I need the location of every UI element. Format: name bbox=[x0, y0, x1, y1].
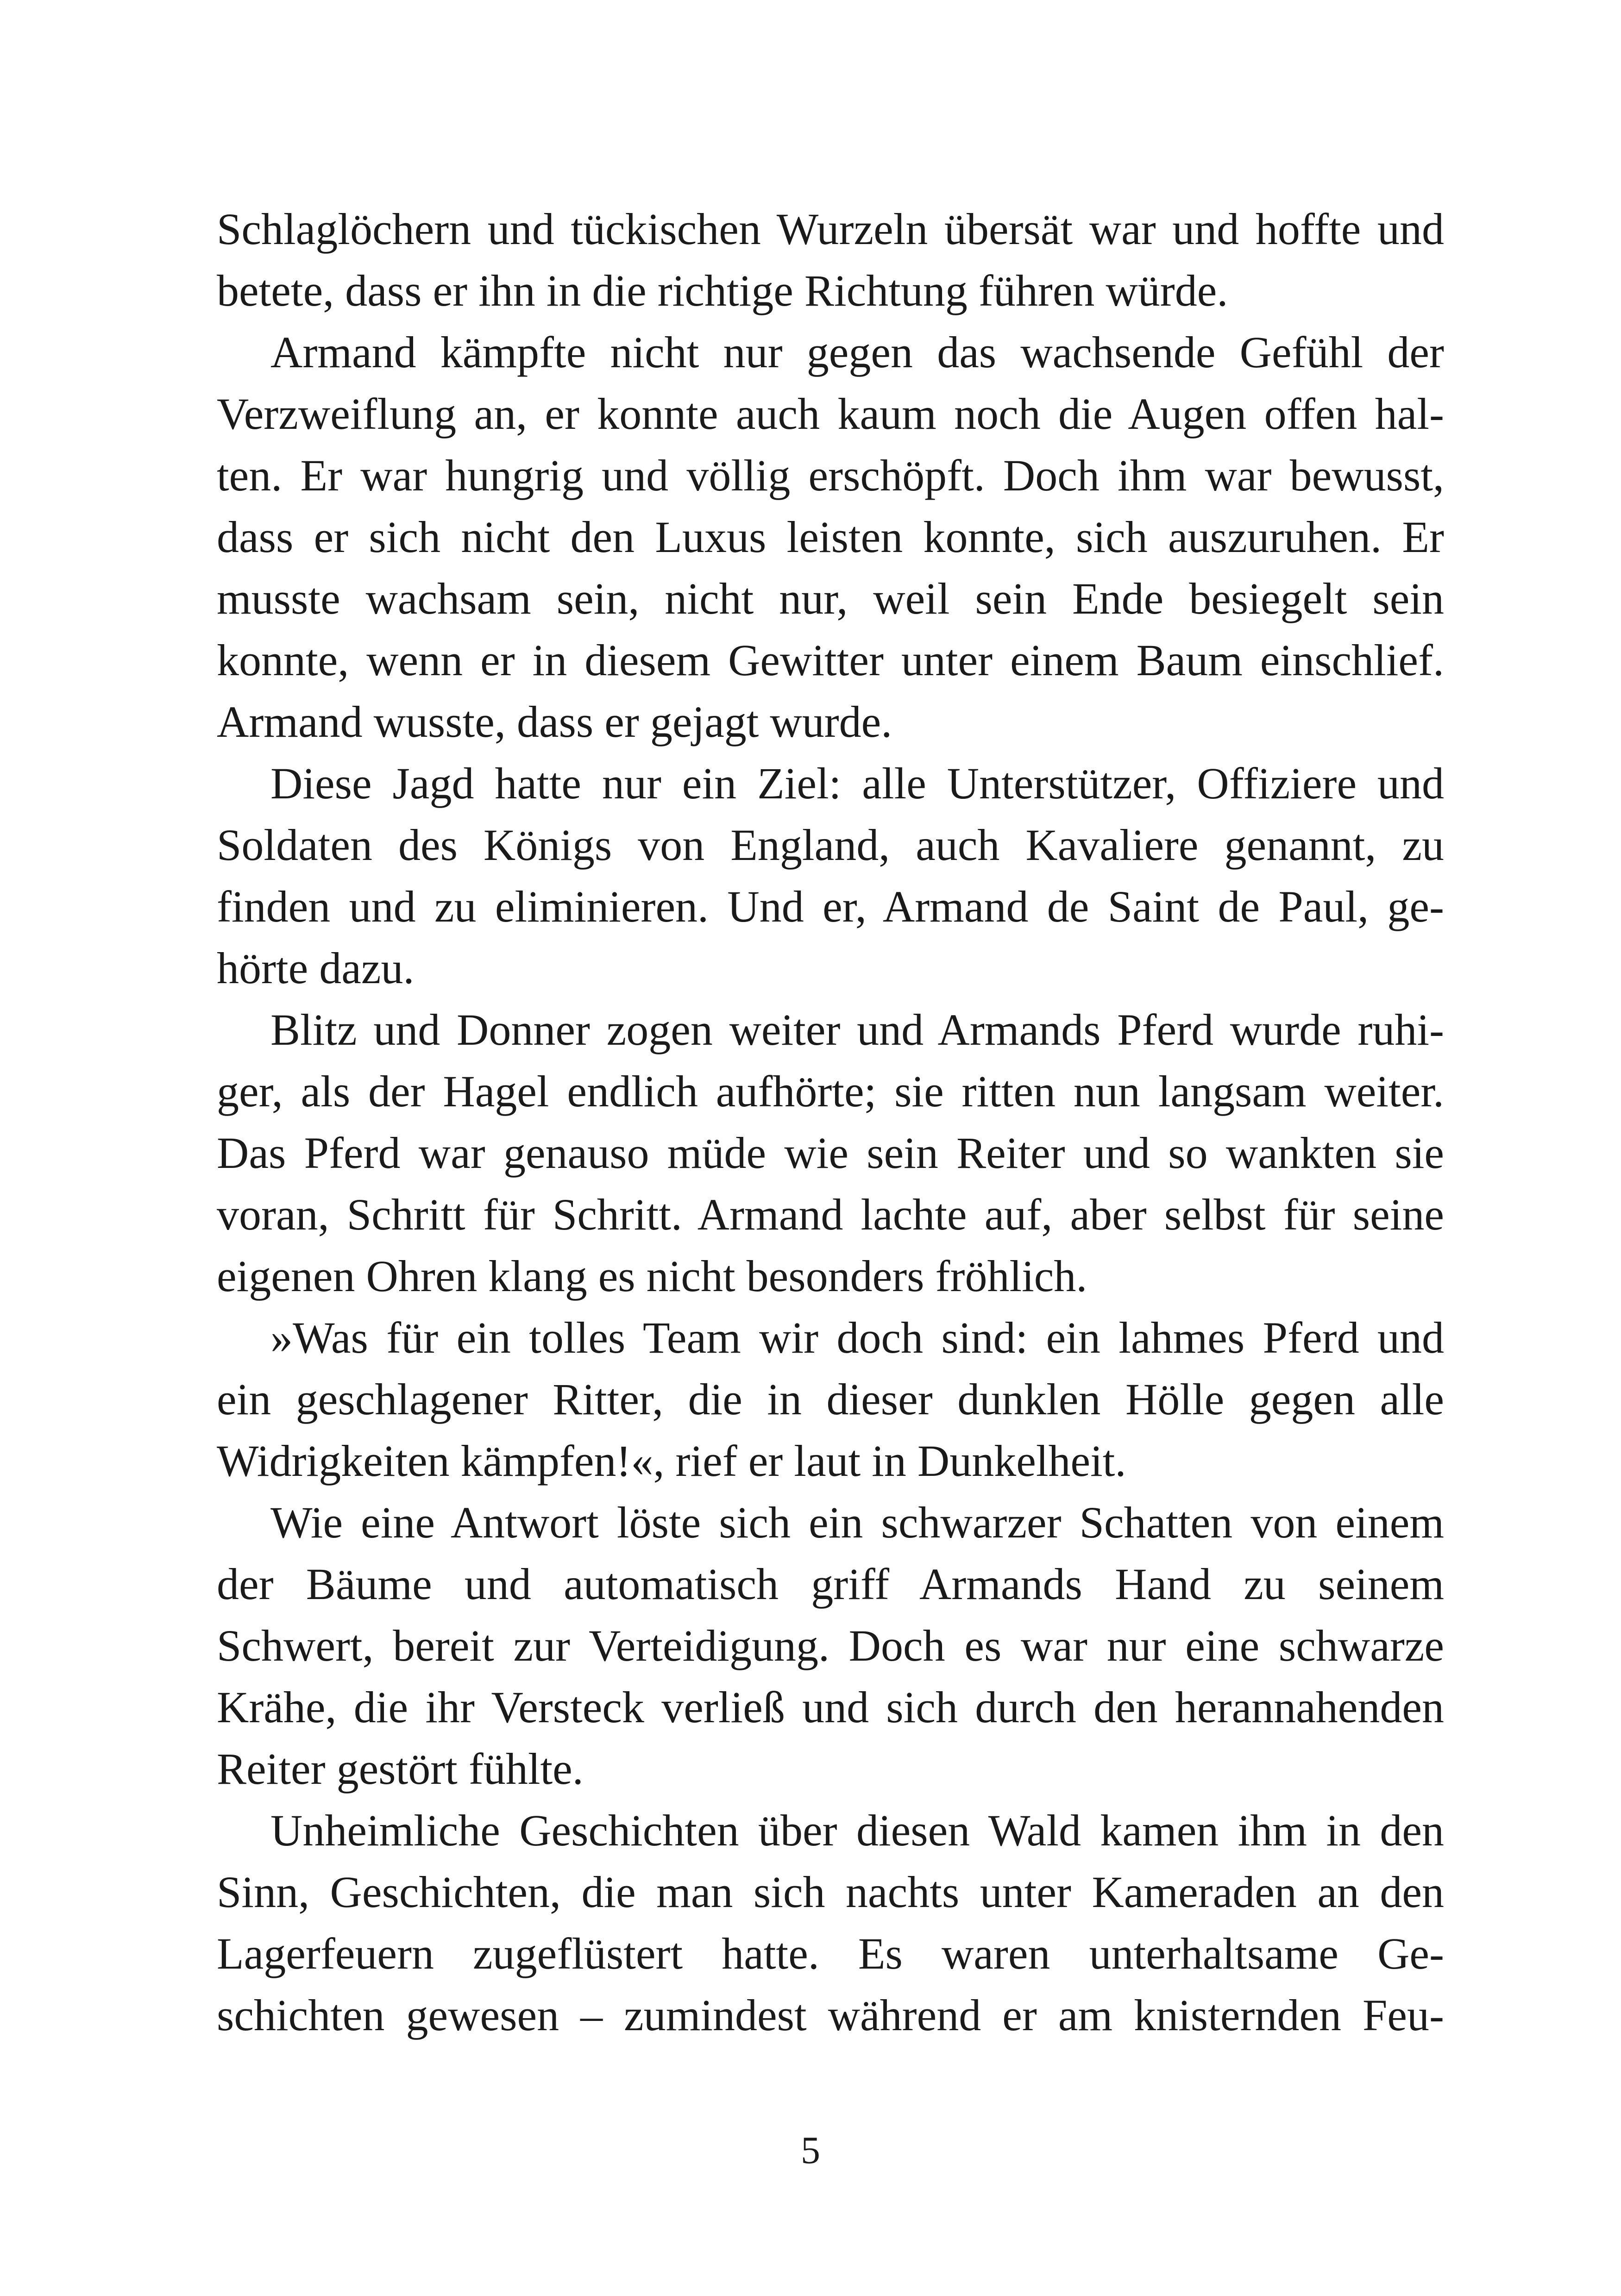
text-line: hörte dazu. bbox=[217, 943, 415, 993]
text-line: Schlaglöchern und tückischen Wurzeln übersät war und hoffte und bbox=[217, 204, 1444, 254]
text-line: Reiter gestört fühlte. bbox=[217, 1744, 584, 1794]
text-line: Armand wusste, dass er gejagt wurde. bbox=[217, 697, 892, 747]
text-line: Diese Jagd hatte nur ein Ziel: alle Unterstützer, Offiziere und bbox=[270, 759, 1444, 808]
text-line: schichten gewesen – zumindest während er am knisternden Feu- bbox=[217, 1990, 1444, 2040]
text-line: Blitz und Donner zogen weiter und Armands Pferd wurde ruhi- bbox=[270, 1005, 1444, 1054]
text-line: eigenen Ohren klang es nicht besonders fröhlich. bbox=[217, 1251, 1087, 1301]
text-line: Armand kämpfte nicht nur gegen das wachsende Gefühl der bbox=[270, 327, 1444, 377]
text-line: Lagerfeuern zugeflüstert hatte. Es waren unterhaltsame Ge- bbox=[217, 1929, 1444, 1978]
text-line: konnte, wenn er in diesem Gewitter unter einem Baum einschlief. bbox=[217, 635, 1444, 685]
text-line: ein geschlagener Ritter, die in dieser dunklen Hölle gegen alle bbox=[217, 1374, 1444, 1424]
text-line: Verzweiflung an, er konnte auch kaum noch die Augen offen hal- bbox=[217, 389, 1444, 439]
text-line: voran, Schritt für Schritt. Armand lachte auf, aber selbst für seine bbox=[217, 1190, 1444, 1239]
text-line: dass er sich nicht den Luxus leisten konnte, sich auszuruhen. Er bbox=[217, 512, 1444, 562]
text-line: Widrigkeiten kämpfen!«, rief er laut in Dunkelheit. bbox=[217, 1436, 1126, 1486]
text-line: betete, dass er ihn in die richtige Richtung führen würde. bbox=[217, 266, 1228, 315]
text-line: Schwert, bereit zur Verteidigung. Doch es war nur eine schwarze bbox=[217, 1621, 1444, 1670]
text-line: musste wachsam sein, nicht nur, weil sein Ende besiegelt sein bbox=[217, 574, 1444, 623]
text-line: der Bäume und automatisch griff Armands Hand zu seinem bbox=[217, 1559, 1444, 1609]
body-text bbox=[217, 198, 1444, 2046]
page-number: 5 bbox=[801, 2129, 820, 2172]
text-line: ten. Er war hungrig und völlig erschöpft. Doch ihm war bewusst, bbox=[217, 451, 1444, 500]
text-line: Wie eine Antwort löste sich ein schwarzer Schatten von einem bbox=[270, 1498, 1444, 1547]
text-line: ger, als der Hagel endlich aufhörte; sie ritten nun langsam weiter. bbox=[217, 1066, 1444, 1116]
text-line: Soldaten des Königs von England, auch Kavaliere genannt, zu bbox=[217, 820, 1444, 870]
text-line: Das Pferd war genauso müde wie sein Reiter und so wankten sie bbox=[217, 1128, 1444, 1178]
text-line: Sinn, Geschichten, die man sich nachts unter Kameraden an den bbox=[217, 1867, 1444, 1917]
text-line: Krähe, die ihr Versteck verließ und sich durch den herannahenden bbox=[217, 1682, 1444, 1732]
text-line: Unheimliche Geschichten über diesen Wald kamen ihm in den bbox=[270, 1806, 1444, 1855]
text-line: finden und zu eliminieren. Und er, Armand de Saint de Paul, ge- bbox=[217, 882, 1444, 931]
text-line: »Was für ein tolles Team wir doch sind: ein lahmes Pferd und bbox=[270, 1313, 1444, 1362]
